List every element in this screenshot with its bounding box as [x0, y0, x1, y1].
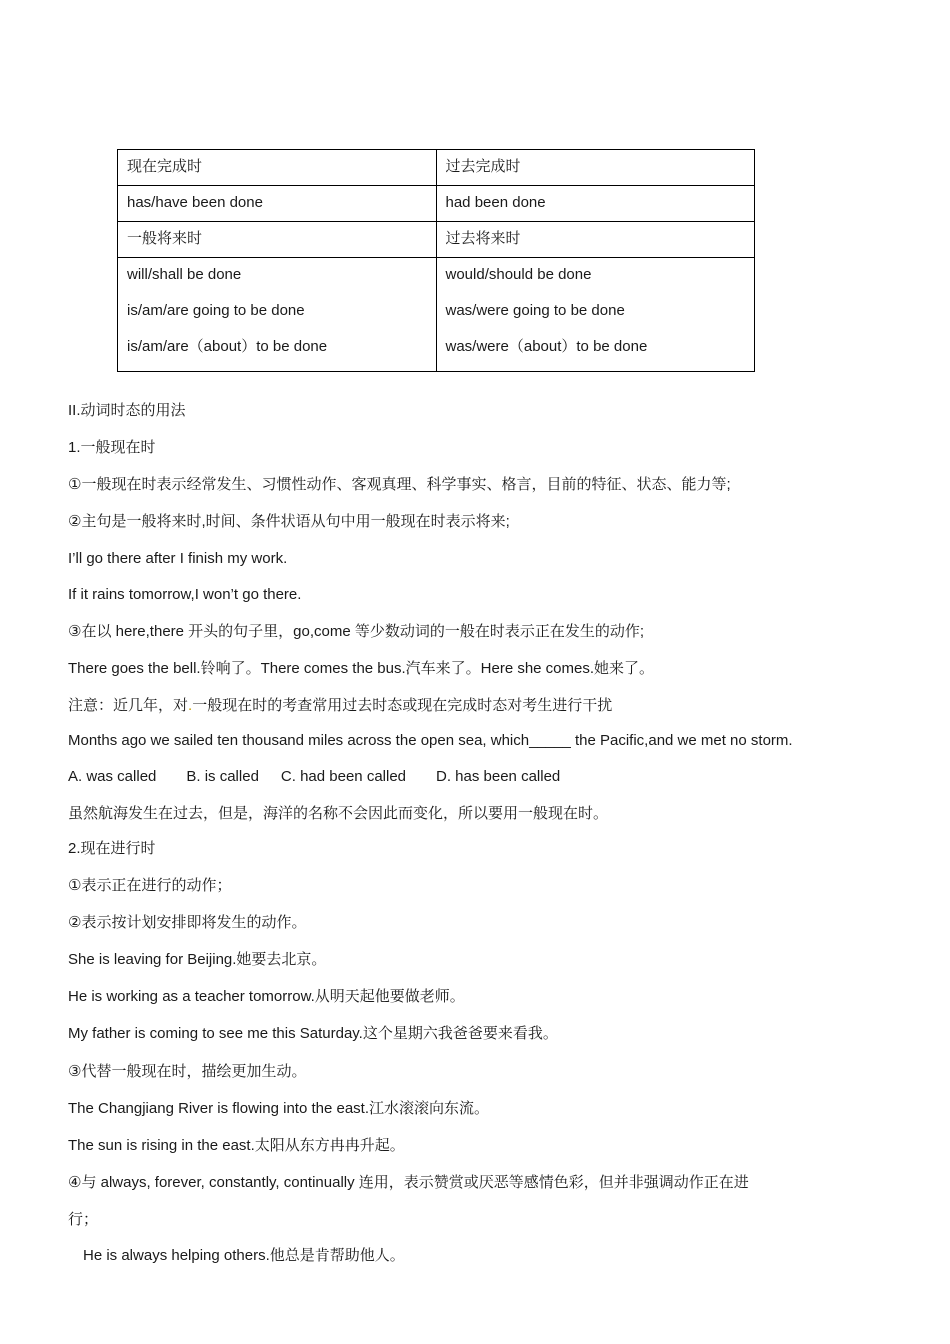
subsection-title: 2.现在进行时 — [68, 840, 156, 857]
paragraph: ③代替一般现在时，描绘更加生动。 — [68, 1063, 307, 1080]
option-b: B. is called — [186, 768, 259, 785]
tense-table — [117, 149, 755, 372]
cell-line: will/shall be done — [127, 266, 242, 283]
cell-line: is/am/are（about）to be done — [127, 338, 328, 355]
explanation: 虽然航海发生在过去，但是，海洋的名称不会因此而变化，所以要用一般现在时。 — [68, 805, 609, 822]
section-title: II.动词时态的用法 — [68, 402, 186, 419]
paragraph: ②主句是一般将来时,时间、条件状语从句中用一般现在时表示将来; — [68, 513, 510, 530]
table-row — [118, 150, 755, 186]
table-row — [118, 222, 755, 258]
options — [68, 766, 590, 788]
table-row — [118, 186, 755, 222]
example-sentence: There goes the bell.铃响了。There comes the bus.汽车来了。Here she comes.她来了。 — [68, 660, 655, 677]
paragraph: ④与 always, forever, constantly, continually 连用，表示赞赏或厌恶等感情色彩，但并非强调动作正在进 — [68, 1174, 749, 1191]
question: Months ago we sailed ten thousand miles across the open sea, which_____ the Pacific,and we met no storm. — [68, 732, 793, 749]
table-cell: 一般将来时 — [118, 222, 437, 258]
example-sentence: My father is coming to see me this Saturday.这个星期六我爸爸要来看我。 — [68, 1025, 558, 1042]
table-row — [118, 258, 755, 372]
table-cell: 现在完成时 — [118, 150, 437, 186]
note — [68, 695, 612, 717]
note-mark: . — [188, 697, 193, 714]
paragraph: ③在以 here,there 开头的句子里，go,come 等少数动词的一般在时表示正在发生的动作; — [68, 623, 645, 640]
paragraph: ①一般现在时表示经常发生、习惯性动作、客观真理、科学事实、格言，目前的特征、状态、能力等; — [68, 476, 731, 493]
note-text: 注意：近几年，对 — [68, 697, 189, 714]
option-d: D. has been called — [436, 768, 561, 785]
example-sentence: If it rains tomorrow,I won’t go there. — [68, 586, 302, 603]
table-cell: has/have been done — [118, 186, 437, 222]
option-a: A. was called — [68, 768, 157, 785]
example-sentence: I’ll go there after I finish my work. — [68, 550, 288, 567]
example-sentence: The Changjiang River is flowing into the east.江水滚滚向东流。 — [68, 1100, 489, 1117]
example-sentence: He is working as a teacher tomorrow.从明天起他要做老师。 — [68, 988, 465, 1005]
cell-line: is/am/are going to be done — [127, 302, 305, 319]
table-cell: 过去完成时 — [436, 150, 755, 186]
table-cell — [436, 258, 755, 372]
cell-line: would/should be done — [445, 266, 592, 283]
note-text: 一般现在时的考查常用过去时态或现在完成时态对考生进行干扰 — [192, 697, 613, 714]
paragraph: ①表示正在进行的动作； — [68, 877, 232, 894]
table-cell — [118, 258, 437, 372]
table-cell: had been done — [436, 186, 755, 222]
option-c: C. had been called — [280, 768, 407, 785]
cell-line: was/were going to be done — [445, 302, 625, 319]
table-cell: 过去将来时 — [436, 222, 755, 258]
subsection-title: 1.一般现在时 — [68, 439, 156, 456]
paragraph-continuation: 行； — [68, 1211, 99, 1228]
example-sentence: He is always helping others.他总是肯帮助他人。 — [83, 1247, 405, 1264]
example-sentence: The sun is rising in the east.太阳从东方冉冉升起。 — [68, 1137, 405, 1154]
example-sentence: She is leaving for Beijing.她要去北京。 — [68, 951, 327, 968]
paragraph: ②表示按计划安排即将发生的动作。 — [68, 914, 307, 931]
cell-line: was/were（about）to be done — [445, 338, 648, 355]
